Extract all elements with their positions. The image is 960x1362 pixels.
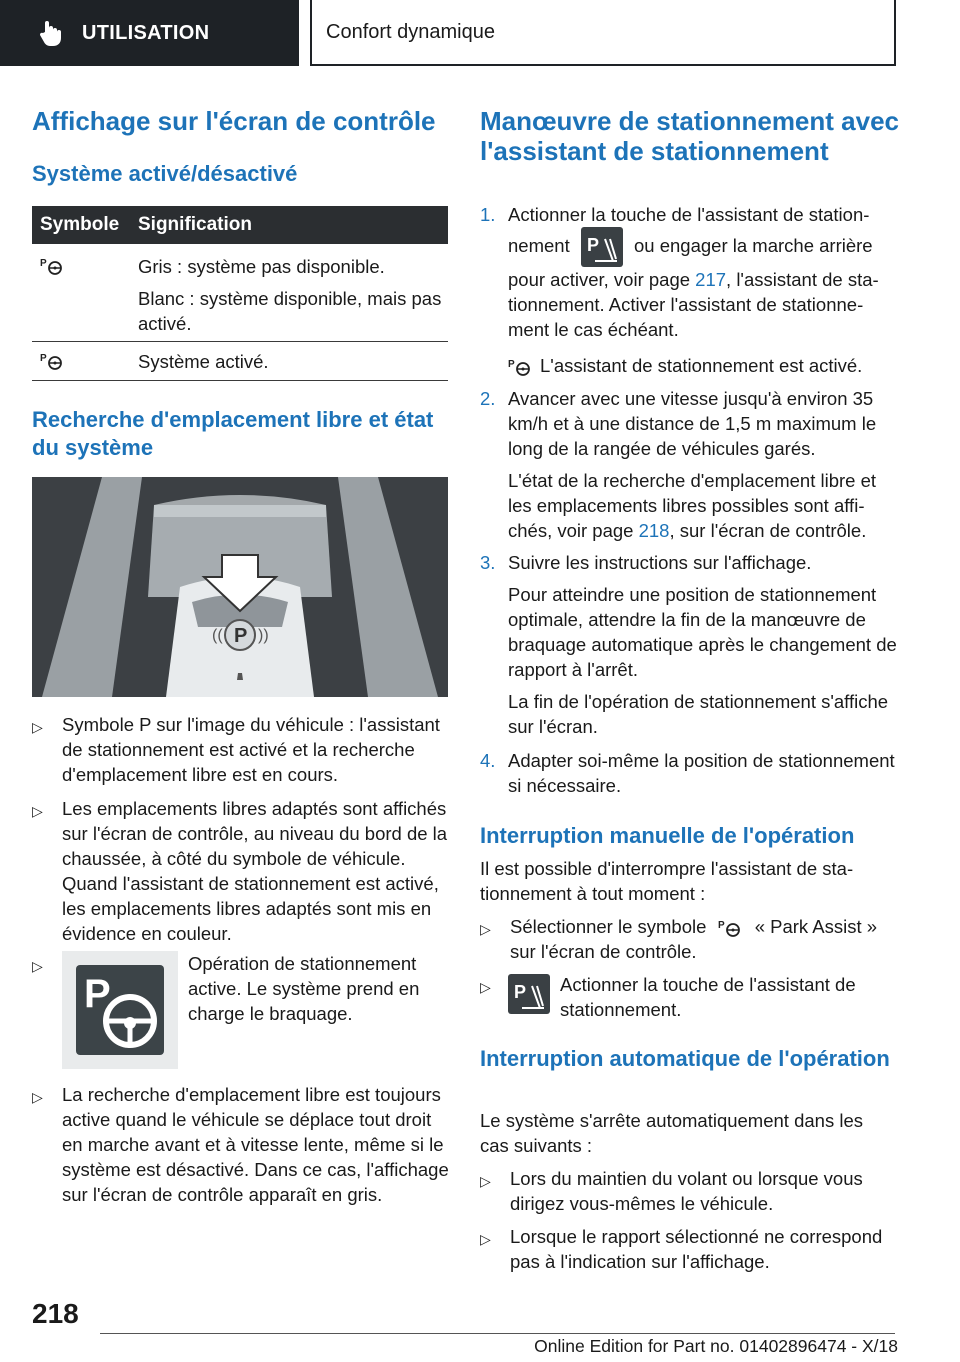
list-item: ▷ Symbole P sur l'image du véhicule : l'assistant de stationnement est activé et la recherche d'emplacement libre est en cours. bbox=[32, 714, 440, 785]
chapter-tab bbox=[310, 0, 896, 66]
svg-text:P: P bbox=[234, 625, 248, 647]
triangle-bullet-icon: ▷ bbox=[32, 1089, 43, 1105]
triangle-bullet-icon: ▷ bbox=[32, 719, 43, 735]
triangle-bullet-icon: ▷ bbox=[480, 1231, 491, 1247]
right-title: Manœuvre de stationnement avec l'assistant de stationnement bbox=[480, 106, 899, 166]
table-header bbox=[32, 206, 448, 244]
manual-interruption-text: Il est possible d'interrompre l'assistant de stationnement à tout moment : bbox=[480, 858, 854, 904]
triangle-bullet-icon: ▷ bbox=[480, 1173, 491, 1189]
table-header-meaning: Signification bbox=[138, 214, 252, 235]
list-item: ▷ La recherche d'emplacement libre est toujours active quand le véhicule se déplace tout droit en marche avant et à vitesse lente, même si le système est désactivé. Dans ce cas, l'affichage sur l'écran de contrôle apparaît en gris. bbox=[32, 1084, 449, 1205]
park-assist-active-icon bbox=[508, 357, 534, 377]
park-assist-icon bbox=[718, 918, 744, 938]
svg-text:((: (( bbox=[212, 627, 223, 644]
section-label: UTILISATION bbox=[82, 21, 210, 44]
svg-text:P: P bbox=[508, 359, 515, 371]
table-header-symbol: Symbole bbox=[40, 214, 120, 235]
auto-interruption-title: Interruption automatique de l'opération bbox=[480, 1046, 890, 1071]
list-item bbox=[480, 972, 896, 1018]
list-item-text: Actionner la touche de l'assistant de stationnement. bbox=[560, 974, 856, 1020]
triangle-bullet-icon: ▷ bbox=[480, 921, 491, 937]
triangle-bullet-icon: ▷ bbox=[480, 979, 491, 995]
parking-steering-icon bbox=[62, 951, 178, 1069]
svg-text:P: P bbox=[84, 972, 111, 1016]
step-2-note: L'état de la recherche d'emplacement libre et les emplacements libres possibles sont affichés, voir page 218, sur l'écran de contrôle. bbox=[508, 470, 877, 541]
step-3-note2: La fin de l'opération de stationnement s'affiche sur l'écran. bbox=[508, 691, 889, 737]
list-item: ▷ Les emplacements libres adaptés sont affichés sur l'écran de contrôle, au niveau du bord de la chaussée, à côté du symbole de véhicule. Quand l'assistant de stationnement est activé, les emplacements libres adaptés sont mis en évidence en couleur. bbox=[32, 798, 448, 944]
svg-text:)): )) bbox=[258, 627, 269, 644]
step-3: 3. Suivre les instructions sur l'affichage. bbox=[480, 552, 812, 573]
svg-text:P: P bbox=[514, 982, 527, 1002]
section-title-search: Recherche d'emplacement libre et état du système bbox=[32, 407, 434, 460]
footer-divider bbox=[100, 1333, 895, 1334]
step-3-note1: Pour atteindre une position de stationnement optimale, attendre la fin de la manœuvre de braquage automatique après le changement de rapport à l'arrêt. bbox=[508, 584, 897, 680]
section-tab bbox=[0, 0, 299, 66]
list-item bbox=[32, 951, 452, 1071]
triangle-bullet-icon: ▷ bbox=[32, 803, 43, 819]
section-subtitle: Système activé/désactivé bbox=[32, 161, 298, 186]
row1-text2: Blanc : système disponible, mais pas activé. bbox=[138, 288, 442, 334]
list-item-text: Opération de stationnement active. Le système prend en charge le braquage. bbox=[188, 953, 420, 1024]
triangle-bullet-icon: ▷ bbox=[32, 958, 43, 974]
symbol-table bbox=[32, 206, 448, 381]
chapter-label: Confort dynamique bbox=[326, 20, 495, 43]
list-item: ▷ Lorsque le rapport sélectionné ne correspond pas à l'indication sur l'affichage. bbox=[480, 1226, 883, 1272]
row1-text1: Gris : système pas disponible. bbox=[138, 256, 385, 277]
page-title: Affichage sur l'écran de contrôle bbox=[32, 106, 436, 136]
table-row bbox=[32, 244, 448, 342]
page-number: 218 bbox=[32, 1298, 79, 1329]
park-assist-button-icon bbox=[581, 227, 623, 267]
edition-label: Online Edition for Part no. 01402896474 - X/18 bbox=[534, 1336, 898, 1356]
step-4: 4. Adapter soi-même la position de stationnement si nécessaire. bbox=[480, 750, 895, 796]
page-link-218[interactable]: 218 bbox=[638, 520, 670, 541]
park-assist-button-icon bbox=[508, 974, 550, 1014]
auto-interruption-text: Le système s'arrête automatiquement dans les cas suivants : bbox=[480, 1110, 863, 1156]
park-assist-icon bbox=[40, 256, 66, 276]
list-item: ▷ Lors du maintien du volant ou lorsque vous dirigez vous-mêmes le véhicule. bbox=[480, 1168, 863, 1214]
svg-text:P: P bbox=[40, 258, 47, 269]
park-assist-active-icon bbox=[40, 351, 66, 371]
step-1: 1. Actionner la touche de l'assistant de stationnement P ou engager la marche arrière pour activer, voir page 217, l'assistant de stationnement. Activer l'assistant de stationnement le cas échéant. bbox=[480, 204, 879, 340]
step-2: 2. Avancer avec une vitesse jusqu'à environ 35 km/h et à une distance de 1,5 m maximum le long de la rangée de véhicules garés. bbox=[480, 388, 877, 459]
manual-interruption-title: Interruption manuelle de l'opération bbox=[480, 823, 855, 848]
parking-display-illustration bbox=[32, 477, 448, 697]
row2-text: Système activé. bbox=[138, 351, 269, 372]
svg-text:P: P bbox=[717, 920, 725, 932]
hand-pointer-icon bbox=[36, 18, 66, 48]
table-row bbox=[32, 342, 448, 381]
step-1-note: P L'assistant de stationnement est activé. bbox=[508, 355, 863, 376]
svg-text:P: P bbox=[40, 353, 47, 364]
list-item: ▷ Sélectionner le symbole P « Park Assist » sur l'écran de contrôle. bbox=[480, 916, 878, 962]
page-link-217[interactable]: 217 bbox=[695, 269, 727, 290]
svg-text:P: P bbox=[586, 235, 599, 255]
